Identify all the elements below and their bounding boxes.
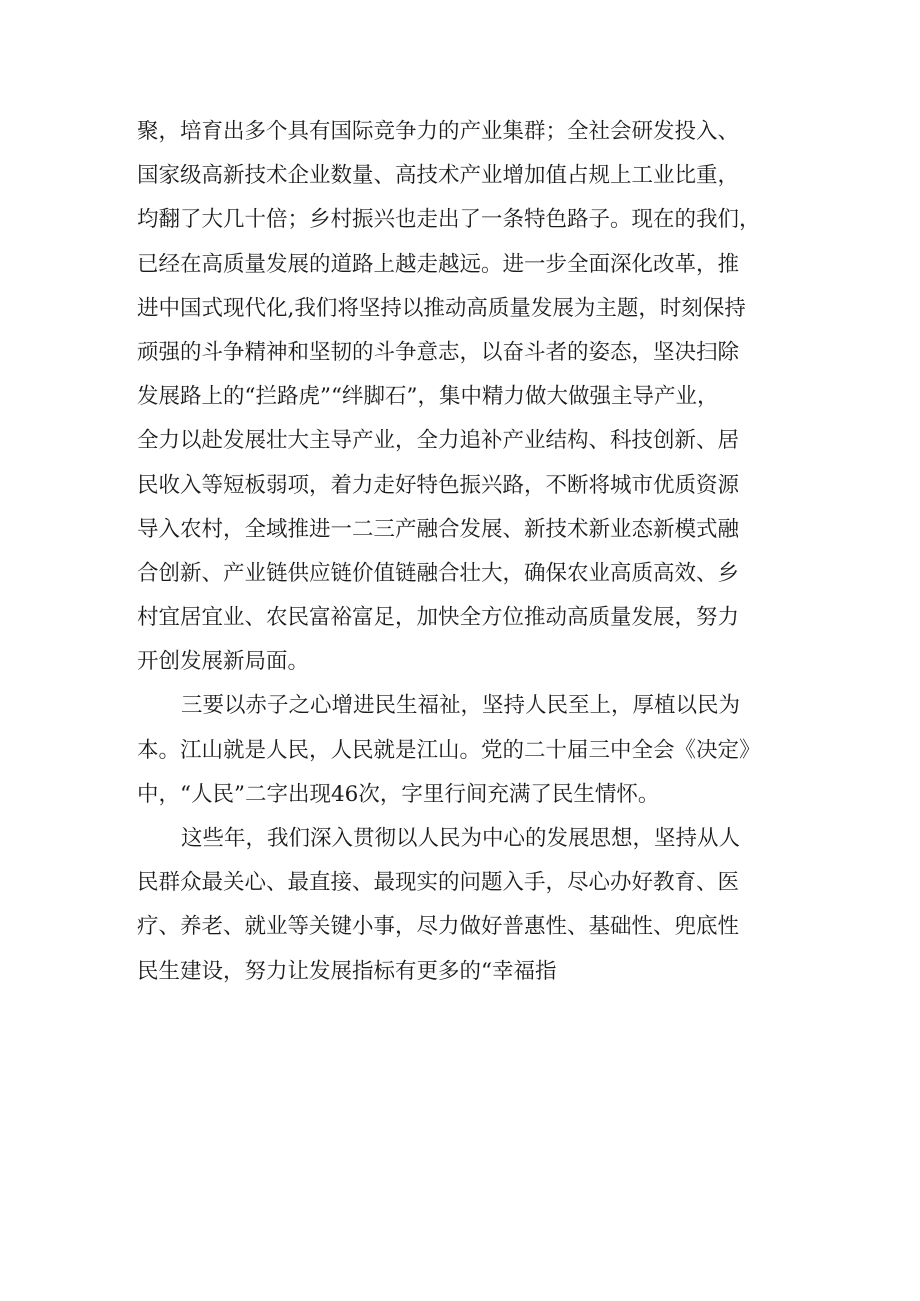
text-line: 聚，培育出多个具有国际竞争力的产业集群；全社会研发投入、 — [137, 119, 740, 144]
text-line: 已经在高质量发展的道路上越走越远。进一步全面深化改革，推 — [137, 251, 740, 277]
text-line: 均翻了大几十倍；乡村振兴也走出了一条特色路子。现在的我们， — [137, 207, 761, 233]
text-line: 开创发展新局面。 — [137, 649, 310, 675]
text-line: 三要以赤子之心增进民生福祉，坚持人民至上，厚植以民为 — [181, 693, 741, 719]
paragraph-2 — [137, 684, 797, 817]
paragraph-1 — [137, 110, 797, 684]
text-line: 民生建设，努力让发展指标有更多的“幸福指 — [137, 958, 557, 984]
text-line: 顽强的斗争精神和坚韧的斗争意志，以奋斗者的姿态，坚决扫除 — [137, 339, 740, 365]
text-line: 发展路上的“拦路虎”“绊脚石”，集中精力做大做强主导产业， — [137, 384, 719, 410]
text-line: 民群众最关心、最直接、最现实的问题入手，尽心办好教育、医 — [137, 870, 740, 896]
text-line: 中，“人民”二字出现46次，字里行间充满了民生情怀。 — [137, 781, 660, 807]
paragraph-3 — [137, 817, 797, 994]
text-line: 民收入等短板弱项，着力走好特色振兴路，不断将城市优质资源 — [137, 472, 740, 498]
text-line: 疗、养老、就业等关键小事，尽力做好普惠性、基础性、兜底性 — [137, 914, 740, 940]
text-line: 本。江山就是人民，人民就是江山。党的二十届三中全会《决定》 — [137, 737, 761, 763]
text-line: 村宜居宜业、农民富裕富足，加快全方位推动高质量发展，努力 — [137, 605, 740, 631]
text-line: 合创新、产业链供应链价值链融合壮大，确保农业高质高效、乡 — [137, 560, 740, 586]
text-line: 国家级高新技术企业数量、高技术产业增加值占规上工业比重， — [137, 163, 740, 189]
text-line: 这些年，我们深入贯彻以人民为中心的发展思想，坚持从人 — [181, 826, 741, 851]
text-line: 全力以赴发展壮大主导产业，全力追补产业结构、科技创新、居 — [137, 428, 740, 454]
body-text — [137, 110, 797, 994]
text-line: 进中国式现代化,我们将坚持以推动高质量发展为主题，时刻保持 — [137, 295, 746, 321]
text-line: 导入农村，全域推进一二三产融合发展、新技术新业态新模式融 — [137, 516, 740, 542]
